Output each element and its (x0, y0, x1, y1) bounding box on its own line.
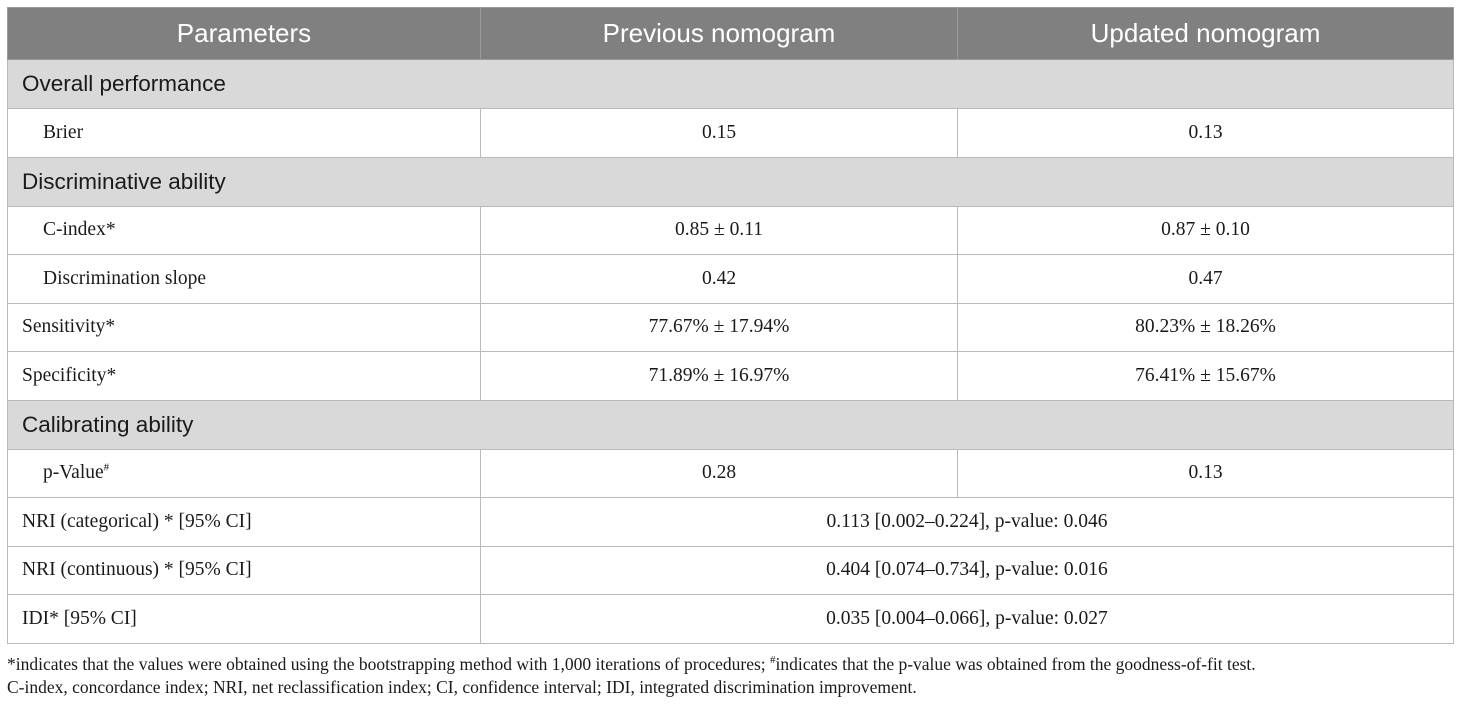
table-row (8, 449, 1454, 498)
header-updated-nomogram: Updated nomogram (958, 8, 1454, 60)
row-label-text: Sensitivity* (22, 316, 116, 338)
row-label (8, 449, 481, 498)
row-label: NRI (continuous) * [95% CI] (8, 546, 481, 595)
row-previous-value: 77.67% ± 17.94% (481, 303, 958, 352)
row-updated-value: 0.47 (958, 255, 1454, 304)
row-previous-value: 0.28 (481, 449, 958, 498)
table-row (8, 595, 1454, 644)
row-updated-value: 80.23% ± 18.26% (958, 303, 1454, 352)
row-updated-value: 0.87 ± 0.10 (958, 206, 1454, 255)
comparison-table (7, 7, 1454, 644)
row-label-text: C-index* (43, 219, 116, 241)
table-row (8, 255, 1454, 304)
section-row (8, 400, 1454, 449)
row-previous-value: 0.85 ± 0.11 (481, 206, 958, 255)
row-label (8, 255, 481, 304)
row-label-text: Discrimination slope (43, 267, 207, 289)
row-label (8, 303, 481, 352)
row-merged-value: 0.113 [0.002–0.224], p-value: 0.046 (481, 498, 1454, 547)
footnote-bootstrap (7, 653, 1453, 675)
row-label-text: p-Value (43, 462, 104, 484)
row-updated-value: 0.13 (958, 449, 1454, 498)
table-row (8, 546, 1454, 595)
row-label: NRI (categorical) * [95% CI] (8, 498, 481, 547)
section-heading: Calibrating ability (8, 400, 1454, 449)
row-label-superscript: # (103, 461, 110, 474)
row-label (8, 109, 481, 158)
table-row (8, 206, 1454, 255)
row-label-text: Specificity* (22, 364, 117, 386)
footnote-superscript: # (770, 654, 776, 667)
footnote-text: *indicates that the values were obtained using the bootstrapping method with 1,000 iterations of procedures; (7, 654, 771, 674)
table-row (8, 109, 1454, 158)
footnote-abbreviations: C-index, concordance index; NRI, net reclassification index; CI, confidence interval; IDI, integrated discrimination improvement. (7, 677, 917, 697)
section-row (8, 60, 1454, 109)
section-heading: Discriminative ability (8, 157, 1454, 206)
row-previous-value: 0.15 (481, 109, 958, 158)
row-label (8, 352, 481, 401)
row-updated-value: 76.41% ± 15.67% (958, 352, 1454, 401)
section-heading: Overall performance (8, 60, 1454, 109)
row-label: IDI* [95% CI] (8, 595, 481, 644)
row-label-text: Brier (43, 121, 84, 143)
row-previous-value: 71.89% ± 16.97% (481, 352, 958, 401)
row-merged-value: 0.035 [0.004–0.066], p-value: 0.027 (481, 595, 1454, 644)
row-label (8, 206, 481, 255)
table-body (8, 60, 1454, 644)
section-row (8, 157, 1454, 206)
row-updated-value: 0.13 (958, 109, 1454, 158)
table-row (8, 303, 1454, 352)
row-previous-value: 0.42 (481, 255, 958, 304)
header-parameters: Parameters (8, 8, 481, 60)
table-header-row (8, 8, 1454, 60)
header-previous-nomogram: Previous nomogram (481, 8, 958, 60)
footnote-text: indicates that the p-value was obtained from the goodness-of-fit test. (775, 654, 1256, 674)
table-row (8, 352, 1454, 401)
table-row (8, 498, 1454, 547)
row-merged-value: 0.404 [0.074–0.734], p-value: 0.016 (481, 546, 1454, 595)
